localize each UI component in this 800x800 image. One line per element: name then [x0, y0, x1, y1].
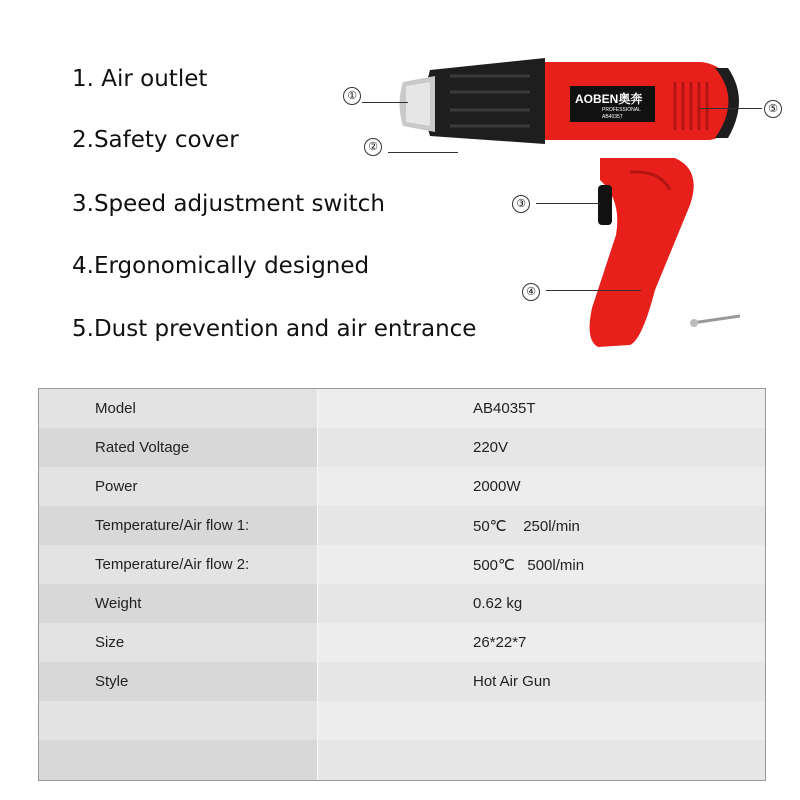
- spec-label: Style: [95, 673, 129, 690]
- spec-row-weight: [39, 584, 765, 624]
- leader-line-4: [546, 290, 641, 291]
- spec-row-temp-flow-2: [39, 545, 765, 585]
- spec-row-voltage: [39, 428, 765, 468]
- model-badge: AB4035T: [602, 114, 623, 120]
- column-divider: [317, 389, 318, 780]
- callout-5: ⑤: [764, 100, 782, 118]
- spec-label: Rated Voltage: [95, 439, 190, 456]
- spec-label: Weight: [95, 595, 142, 612]
- leader-line-5: [700, 108, 762, 109]
- feature-dust-prevention: 5.Dust prevention and air entrance: [72, 316, 477, 342]
- spec-value: 2000W: [473, 478, 521, 495]
- spec-value: 0.62 kg: [473, 595, 523, 612]
- spec-row-style: [39, 662, 765, 702]
- leader-line-2: [388, 152, 458, 153]
- brand-name: AOBEN奥奔: [575, 92, 643, 106]
- feature-speed-switch: 3.Speed adjustment switch: [72, 191, 385, 217]
- spec-row-power: [39, 467, 765, 507]
- leader-line-3: [536, 203, 600, 204]
- spec-label: Temperature/Air flow 2:: [95, 556, 250, 573]
- spec-row-model: [39, 389, 765, 429]
- spec-row-temp-flow-1: [39, 506, 765, 546]
- spec-row-size: [39, 623, 765, 663]
- spec-label: Model: [95, 400, 136, 417]
- spec-label: Size: [95, 634, 125, 651]
- spec-row-empty-1: [39, 701, 765, 741]
- spec-label: Power: [95, 478, 138, 495]
- spec-table: [38, 388, 766, 781]
- feature-safety-cover: 2.Safety cover: [72, 127, 239, 153]
- spec-value: 220V: [473, 439, 509, 456]
- spec-label: Temperature/Air flow 1:: [95, 517, 250, 534]
- feature-ergonomic: 4.Ergonomically designed: [72, 253, 370, 279]
- callout-3: ③: [512, 195, 530, 213]
- safety-cover: [425, 58, 545, 144]
- spec-value: 26*22*7: [473, 634, 527, 651]
- spec-row-empty-2: [39, 740, 765, 780]
- feature-air-outlet: 1. Air outlet: [72, 66, 208, 92]
- spec-value: 50℃ 250l/min: [473, 518, 580, 535]
- speed-switch: [598, 185, 612, 225]
- callout-4: ④: [522, 283, 540, 301]
- hot-air-gun-image: [330, 40, 760, 360]
- leader-line-1: [362, 102, 408, 103]
- spec-value: Hot Air Gun: [473, 673, 551, 690]
- callout-1: ①: [343, 87, 361, 105]
- hanging-ring: [692, 316, 740, 323]
- callout-2: ②: [364, 138, 382, 156]
- spec-value: AB4035T: [473, 400, 536, 417]
- brand-subtitle: PROFESSIONAL: [602, 107, 641, 113]
- spec-value: 500℃ 500l/min: [473, 557, 585, 574]
